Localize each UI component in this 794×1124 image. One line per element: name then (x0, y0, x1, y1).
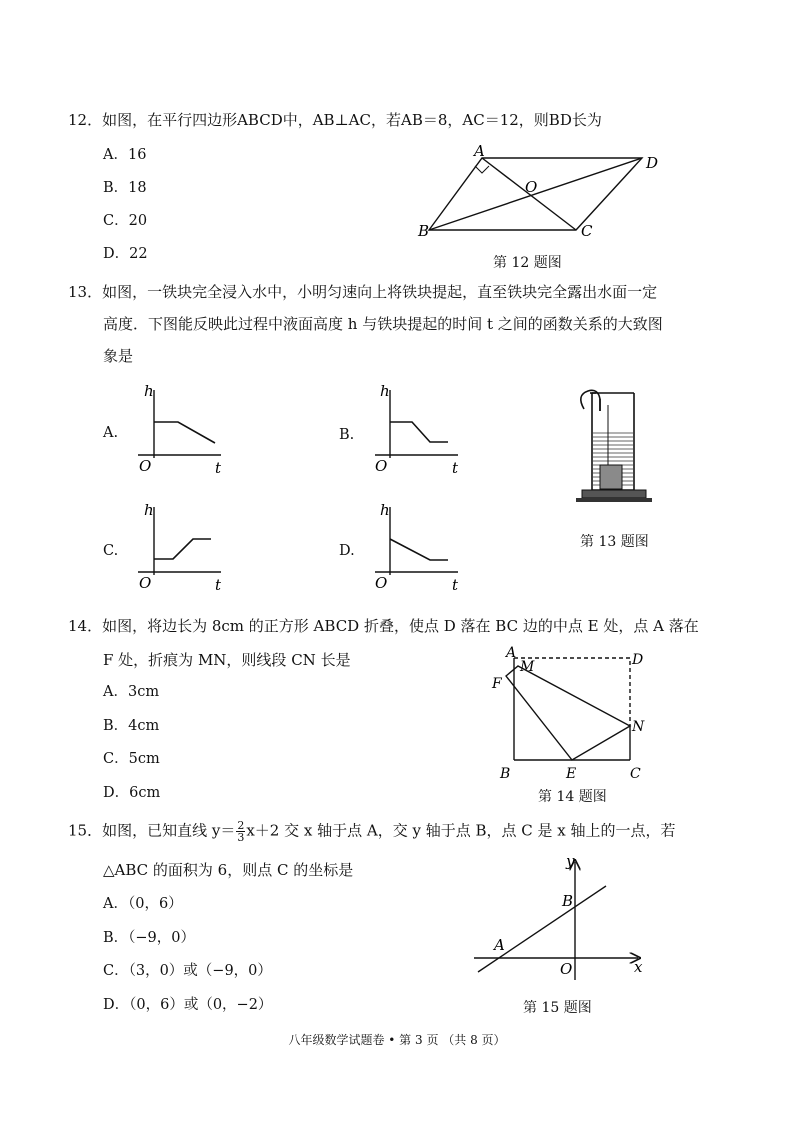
q15-stem-pre: 15．如图，已知直线 y＝ (68, 821, 236, 840)
q13-graph-a-t-label: t (215, 459, 222, 477)
q15-stem-post: x＋2 交 x 轴于点 A，交 y 轴于点 B，点 C 是 x 轴上的一点，若 (246, 821, 676, 840)
page-footer: 八年级数学试题卷 • 第 3 页 （共 8 页） (288, 1033, 506, 1047)
q13-graph-a-origin: O (139, 457, 152, 475)
q13-graph-c-h-label: h (144, 501, 154, 519)
q12-label-d: D (646, 154, 659, 172)
q12-label-c: C (581, 222, 593, 240)
q14-option-c[interactable]: C．5cm (103, 751, 160, 767)
q13-stem-line1: 13．如图，一铁块完全浸入水中，小明匀速向上将铁块提起，直至铁块完全露出水面一定 (68, 283, 658, 301)
q15-caption: 第 15 题图 (523, 1000, 592, 1016)
q13-graph-d-origin: O (375, 574, 388, 592)
q14-stem-line2: F 处，折痕为 MN，则线段 CN 长是 (103, 651, 351, 669)
q15-option-d[interactable]: D．（0，6）或（0，−2） (103, 997, 273, 1013)
q14-label-d: D (632, 652, 644, 668)
q15-stem (68, 820, 676, 843)
q15-option-c[interactable]: C．（3，0）或（−9，0） (103, 963, 272, 979)
q13-iron-block (600, 465, 622, 489)
q13-graph-a[interactable] (133, 380, 233, 480)
q14-label-a: A (506, 645, 517, 661)
q13-option-c[interactable]: C. (103, 543, 119, 559)
q15-option-a[interactable]: A．（0，6） (103, 896, 183, 912)
q14-label-b: B (500, 766, 511, 782)
q12-right-angle-mark (475, 166, 489, 173)
q12-parallelogram-figure (410, 140, 660, 250)
q12-caption: 第 12 题图 (493, 255, 562, 271)
q13-graph-c-origin: O (139, 574, 152, 592)
q12-option-d[interactable]: D．22 (103, 246, 148, 262)
q13-option-a[interactable]: A. (103, 425, 119, 441)
q13-graph-c[interactable] (133, 497, 233, 597)
q13-graph-c-t-label: t (215, 576, 222, 594)
q14-folded-flap (506, 666, 630, 760)
q13-beaker-illustration (570, 385, 660, 515)
q12-label-o: O (525, 178, 538, 196)
q14-option-d[interactable]: D．6cm (103, 785, 161, 801)
q14-label-e: E (566, 766, 577, 782)
q15-label-b: B (562, 892, 574, 910)
q14-caption: 第 14 题图 (538, 789, 607, 805)
q15-option-b[interactable]: B．（−9，0） (103, 930, 196, 946)
q13-caption: 第 13 题图 (580, 534, 649, 550)
q14-label-m: M (520, 659, 535, 675)
q15-frac-den: 3 (237, 831, 245, 844)
q13-graph-b-h-label: h (380, 382, 390, 400)
q13-graph-b[interactable] (370, 380, 470, 480)
q13-option-b[interactable]: B. (339, 427, 355, 443)
q13-option-d[interactable]: D. (339, 543, 355, 559)
q15-label-x: x (634, 958, 643, 976)
q13-graph-b-t-label: t (452, 459, 459, 477)
q15-fraction (236, 820, 245, 843)
q12-stem: 12．如图，在平行四边形ABCD中，AB⊥AC，若AB＝8，AC＝12，则BD长为 (68, 111, 602, 129)
q13-graph-b-origin: O (375, 457, 388, 475)
q14-fold-figure (480, 642, 650, 788)
q15-frac-num: 2 (237, 819, 245, 832)
q14-label-f: F (492, 676, 502, 692)
q15-stem-line2: △ABC 的面积为 6，则点 C 的坐标是 (103, 861, 354, 879)
q13-graph-d[interactable] (370, 497, 470, 597)
q13-graph-a-h-label: h (144, 382, 154, 400)
q15-line (478, 886, 606, 972)
q13-stem-line3: 象是 (103, 347, 134, 365)
q14-label-n: N (632, 719, 645, 735)
q13-stem-line2: 高度．下图能反映此过程中液面高度 h 与铁块提起的时间 t 之间的函数关系的大致图 (103, 315, 663, 333)
q15-label-a: A (494, 936, 505, 954)
q12-option-a[interactable]: A．16 (103, 147, 147, 163)
q15-label-y: y (566, 852, 575, 870)
q14-option-a[interactable]: A．3cm (103, 684, 160, 700)
q15-label-o: O (560, 960, 573, 978)
q12-label-b: B (418, 222, 430, 240)
q13-graph-d-t-label: t (452, 576, 459, 594)
q14-stem-line1: 14．如图，将边长为 8cm 的正方形 ABCD 折叠，使点 D 落在 BC 边的中点 E 处，点 A 落在 (68, 617, 699, 635)
q13-graph-d-h-label: h (380, 501, 390, 519)
q14-label-c: C (630, 766, 641, 782)
q12-label-a: A (474, 142, 485, 160)
q14-option-b[interactable]: B．4cm (103, 718, 160, 734)
q12-option-b[interactable]: B．18 (103, 180, 147, 196)
q12-option-c[interactable]: C．20 (103, 213, 148, 229)
q15-line-graph (466, 850, 656, 990)
